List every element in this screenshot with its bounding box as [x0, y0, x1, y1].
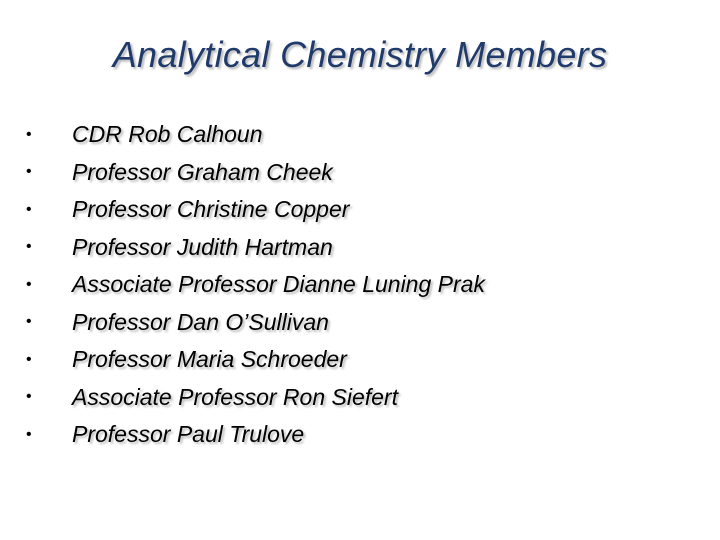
- bullet-icon: •: [26, 425, 32, 443]
- bullet-icon: •: [26, 238, 32, 256]
- members-list: [26, 116, 485, 454]
- list-item: [26, 154, 485, 192]
- bullet-icon: •: [26, 275, 32, 293]
- bullet-icon: •: [26, 200, 32, 218]
- list-item: [26, 116, 485, 154]
- list-item: [26, 341, 485, 379]
- bullet-icon: •: [26, 388, 32, 406]
- bullet-icon: •: [26, 125, 32, 143]
- bullet-icon: •: [26, 350, 32, 368]
- member-name: Professor Dan O’Sullivan: [72, 308, 329, 335]
- list-item: [26, 191, 485, 229]
- list-item: [26, 416, 485, 454]
- member-name: Professor Maria Schroeder: [72, 346, 347, 373]
- bullet-icon: •: [26, 163, 32, 181]
- member-name: Associate Professor Ron Siefert: [72, 383, 398, 410]
- member-name: Professor Paul Trulove: [72, 421, 305, 448]
- list-item: [26, 379, 485, 417]
- list-item: [26, 229, 485, 267]
- member-name: Associate Professor Dianne Luning Prak: [72, 271, 485, 298]
- member-name: Professor Judith Hartman: [72, 233, 333, 260]
- member-name: Professor Graham Cheek: [72, 158, 333, 185]
- list-item: [26, 266, 485, 304]
- member-name: CDR Rob Calhoun: [72, 121, 263, 148]
- list-item: [26, 304, 485, 342]
- member-name: Professor Christine Copper: [72, 196, 350, 223]
- bullet-icon: •: [26, 313, 32, 331]
- slide-title: Analytical Chemistry Members: [112, 34, 608, 75]
